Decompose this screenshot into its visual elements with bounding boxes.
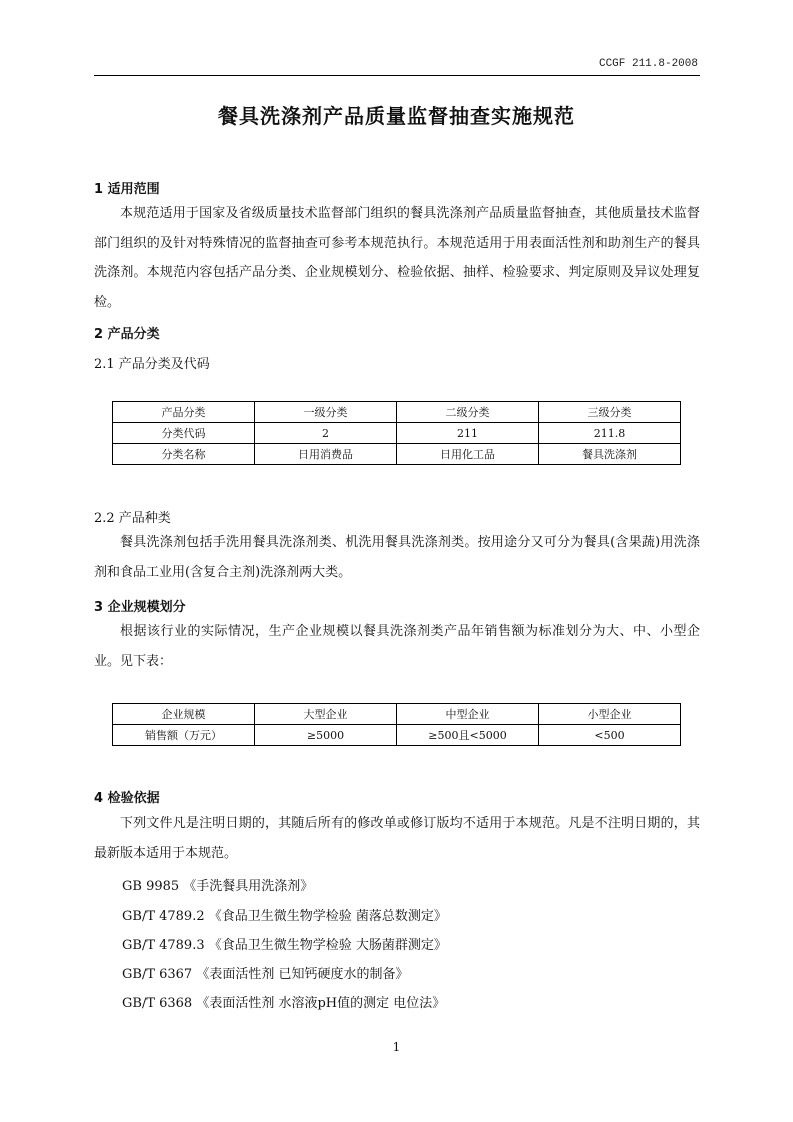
table-cell: 二级分类 <box>397 402 539 423</box>
section-4-heading: 4 检验依据 <box>94 791 160 806</box>
reference-item: GB/T 6368 《表面活性剂 水溶液pH值的测定 电位法》 <box>122 996 446 1011</box>
reference-item: GB/T 6367 《表面活性剂 已知钙硬度水的制备》 <box>122 967 409 982</box>
table-row <box>113 704 681 725</box>
table-cell: 企业规模 <box>113 704 255 725</box>
document-code: CCGF 211.8-2008 <box>598 58 698 70</box>
classification-table <box>112 401 681 465</box>
section-2-2-heading: 2.2 产品种类 <box>94 511 171 526</box>
section-3-heading: 3 企业规模划分 <box>94 600 186 615</box>
page-number: 1 <box>392 1040 401 1054</box>
header-rule <box>94 75 700 76</box>
table-row <box>113 402 681 423</box>
table-cell: 2 <box>255 423 397 444</box>
reference-item: GB/T 4789.2 《食品卫生微生物学检验 菌落总数测定》 <box>122 909 447 924</box>
table-cell: ≥500且<5000 <box>397 725 539 746</box>
table-cell: 一级分类 <box>255 402 397 423</box>
table-cell: 中型企业 <box>397 704 539 725</box>
table-cell: 日用消费品 <box>255 444 397 465</box>
enterprise-scale-table <box>112 703 681 746</box>
page-title: 餐具洗涤剂产品质量监督抽查实施规范 <box>218 104 575 128</box>
table-cell: 销售额（万元） <box>113 725 255 746</box>
table-cell: 小型企业 <box>539 704 681 725</box>
table-cell: 大型企业 <box>255 704 397 725</box>
table-cell: 产品分类 <box>113 402 255 423</box>
section-4-paragraph: 下列文件凡是注明日期的，其随后所有的修改单或修订版均不适用于本规范。凡是不注明日期的，其最新版本适用于本规范。 <box>94 816 700 861</box>
table-cell: 分类名称 <box>113 444 255 465</box>
table-cell: ≥5000 <box>255 725 397 746</box>
table-cell: 日用化工品 <box>397 444 539 465</box>
table-row <box>113 444 681 465</box>
section-3-paragraph: 根据该行业的实际情况，生产企业规模以餐具洗涤剂类产品年销售额为标准划分为大、中、小型企业。见下表： <box>94 624 700 669</box>
reference-item: GB/T 4789.3 《食品卫生微生物学检验 大肠菌群测定》 <box>122 938 447 953</box>
table-cell: 餐具洗涤剂 <box>539 444 681 465</box>
section-1-heading: 1 适用范围 <box>94 182 160 197</box>
section-2-2-paragraph: 餐具洗涤剂包括手洗用餐具洗涤剂类、机洗用餐具洗涤剂类。按用途分又可分为餐具(含果蔬)用洗涤剂和食品工业用(含复合主剂)洗涤剂两大类。 <box>94 535 700 580</box>
table-cell: <500 <box>539 725 681 746</box>
table-cell: 三级分类 <box>539 402 681 423</box>
table-row <box>113 423 681 444</box>
table-row <box>113 725 681 746</box>
reference-item: GB 9985 《手洗餐具用洗涤剂》 <box>122 879 314 894</box>
section-1-paragraph: 本规范适用于国家及省级质量技术监督部门组织的餐具洗涤剂产品质量监督抽查，其他质量技术监督部门组织的及针对特殊情况的监督抽查可参考本规范执行。本规范适用于用表面活性剂和助剂生产的餐具洗涤剂。本规范内容包括产品分类、企业规模划分、检验依据、抽样、检验要求、判定原则及异议处理复检。 <box>94 206 700 310</box>
section-2-heading: 2 产品分类 <box>94 327 160 342</box>
table-cell: 211.8 <box>539 423 681 444</box>
table-cell: 211 <box>397 423 539 444</box>
section-2-1-heading: 2.1 产品分类及代码 <box>94 357 210 372</box>
table-cell: 分类代码 <box>113 423 255 444</box>
